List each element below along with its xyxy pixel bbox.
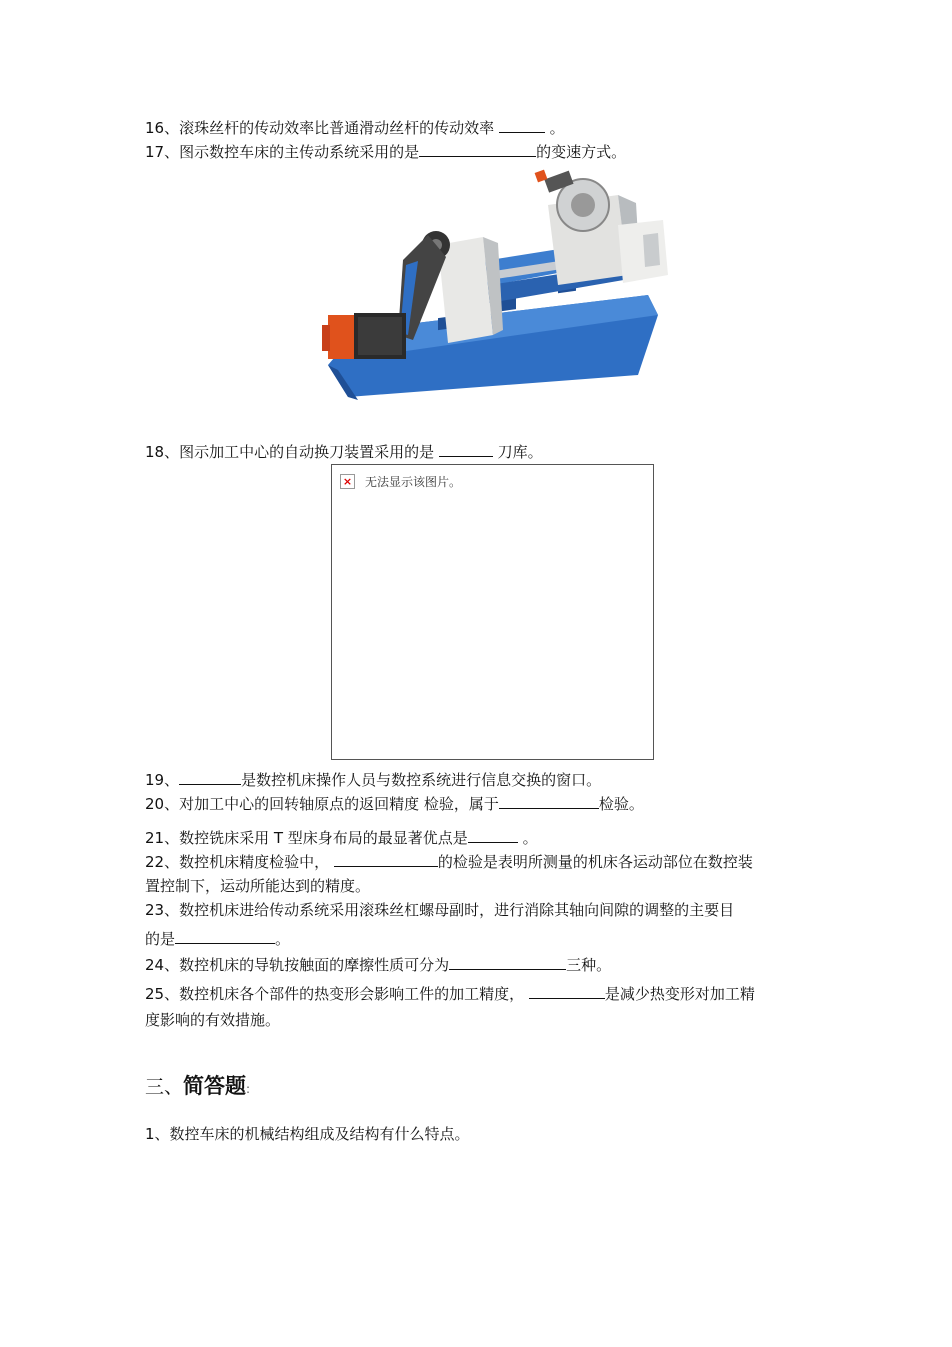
question-22-continued: 置控制下，运动所能达到的精度。 xyxy=(145,877,371,895)
answer-blank xyxy=(179,770,241,785)
missing-image-frame xyxy=(331,464,654,760)
question-24: 24、数控机床的导轨按触面的摩擦性质可分为 三种。 xyxy=(145,956,612,974)
question-23-continued: 的是 。 xyxy=(145,930,291,948)
cnc-lathe-illustration xyxy=(318,165,670,405)
question-20: 20、对加工中心的回转轴原点的返回精度 检验，属于 检验。 xyxy=(145,795,644,813)
answer-blank xyxy=(499,794,599,809)
question-18: 18、图示加工中心的自动换刀装置采用的是 刀库。 xyxy=(145,443,543,461)
short-answer-1: 1、数控车床的机械结构组成及结构有什么特点。 xyxy=(145,1125,470,1143)
question-19: 19、 是数控机床操作人员与数控系统进行信息交换的窗口。 xyxy=(145,771,602,789)
answer-blank xyxy=(468,828,518,843)
section-title: 简答题 xyxy=(183,1074,247,1098)
broken-image-icon: × xyxy=(340,474,355,489)
answer-blank xyxy=(419,142,536,157)
answer-blank xyxy=(439,442,493,457)
answer-blank xyxy=(499,118,545,133)
section-heading: 三、简答题: xyxy=(145,1074,251,1098)
answer-blank xyxy=(175,929,275,944)
question-23: 23、数控机床进给传动系统采用滚珠丝杠螺母副时，进行消除其轴向间隙的调整的主要目 xyxy=(145,901,735,919)
missing-image-text: 无法显示该图片。 xyxy=(365,475,462,489)
answer-blank xyxy=(334,852,438,867)
answer-blank xyxy=(449,955,566,970)
question-16: 16、滚珠丝杆的传动效率比普通滑动丝杆的传动效率 。 xyxy=(145,119,565,137)
cnc-lathe-figure xyxy=(318,165,670,405)
question-21: 21、数控铣床采用 T 型床身布局的最显著优点是 。 xyxy=(145,829,538,847)
question-25-continued: 度影响的有效措施。 xyxy=(145,1011,281,1029)
question-17: 17、图示数控车床的主传动系统采用的是 的变速方式。 xyxy=(145,143,627,161)
answer-blank xyxy=(529,984,605,999)
question-22: 22、数控机床精度检验中， 的检验是表明所测量的机床各运动部位在数控装 xyxy=(145,853,753,871)
question-25: 25、数控机床各个部件的热变形会影响工件的加工精度， 是减少热变形对加工精 xyxy=(145,985,755,1003)
